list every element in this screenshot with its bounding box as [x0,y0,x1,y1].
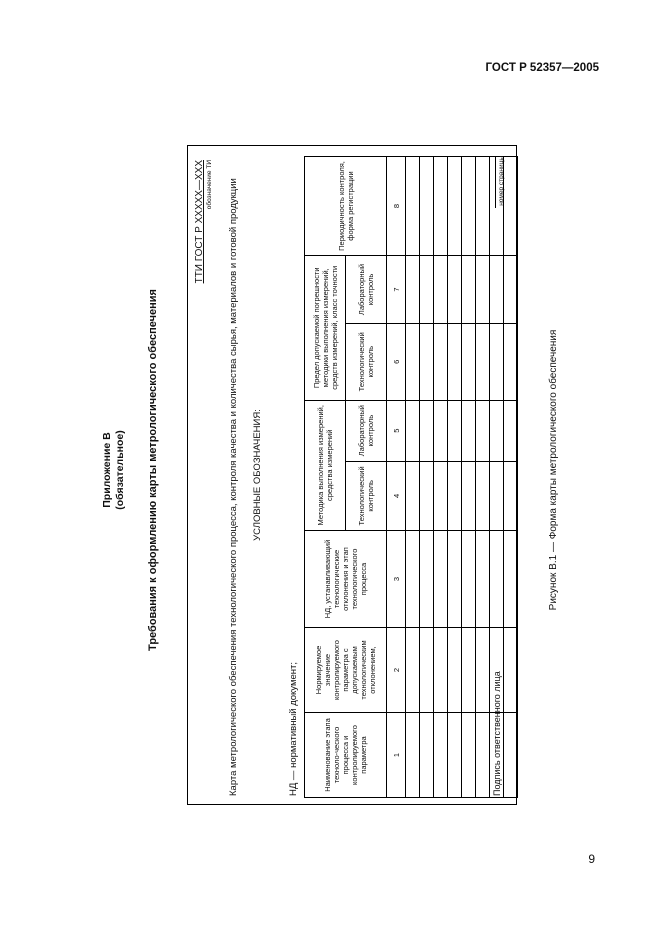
appendix-subtitle: Требования к оформлению карты метрологического обеспечения [147,289,159,651]
col-number: 4 [387,461,406,530]
page-number-line [495,156,496,208]
appendix-title: Приложение В [101,432,113,508]
tti-code: ТТИ ГОСТ Р ХХХХХ—ХХХ [194,160,205,284]
legend-title: УСЛОВНЫЕ ОБОЗНАЧЕНИЯ: [252,409,263,541]
appendix-heading [101,95,127,845]
col8-header: Периодичность контроля, форма регистрации [305,157,387,256]
page-number: 9 [588,852,595,866]
appendix-status: (обязательное) [114,430,126,510]
table-row [420,157,434,798]
table-header-row [305,157,346,798]
col45-header: Методика выполнения измерений, средства измерений [305,400,346,530]
col-number: 1 [387,713,406,798]
signature-label: Подпись ответственного лица [492,671,502,796]
rotated-sheet [95,95,565,845]
metrology-table [304,156,518,798]
table-row [504,157,518,798]
col1-header: Наименование этапа техноло-ческого процесса и контролируемого параметра [305,713,387,798]
standard-number: ГОСТ Р 52357—2005 [485,62,599,74]
col-number: 6 [387,323,406,400]
col-number: 7 [387,256,406,324]
figure-caption: Рисунок В.1 — Форма карты метрологического обеспечения [548,329,559,611]
form-frame [187,145,517,805]
tti-caption: обозначение ТИ [206,160,213,210]
col-number: 5 [387,400,406,461]
table-row [448,157,462,798]
column-number-row [387,157,406,798]
col3-header: НД, устанавливающий технологические отклонения и этап технологического процесса [305,531,387,628]
table-row [462,157,476,798]
col-number: 3 [387,531,406,628]
col67-header: Предел допускаемой погрешности методики выполнения измерений, средств измерений, класс точности [305,256,346,401]
col7-header: Лабораторный контроль [346,256,387,324]
page-number-caption: номер страницы [498,156,505,206]
table-row [476,157,490,798]
table-row [406,157,420,798]
table-row [434,157,448,798]
tti-block [194,160,213,283]
map-title: Карта метрологического обеспечения технологического процесса, контроля качества и количества сырья, материалов и готовой продукции [228,178,239,796]
col2-header: Нормируемое значение контролируемого параметра с допускаемым технологическим отклонением, [305,628,387,713]
col4-header: Технологический контроль [346,461,387,530]
col6-header: Технологический контроль [346,323,387,400]
col5-header: Лабораторный контроль [346,400,387,461]
col-number: 2 [387,628,406,713]
nd-legend: НД — нормативный документ; [288,661,299,796]
col-number: 8 [387,157,406,256]
